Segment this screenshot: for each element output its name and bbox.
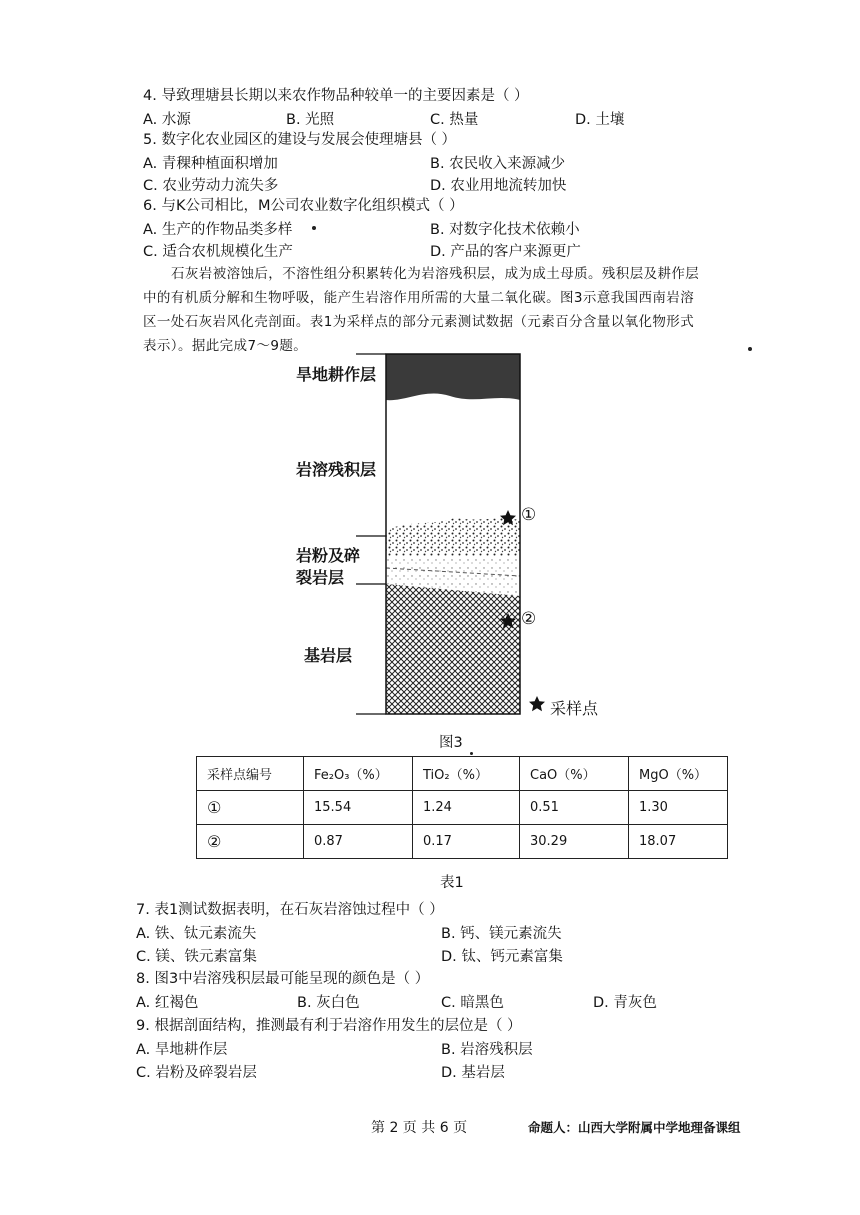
- table-cell: 0.87: [304, 825, 413, 859]
- table-header-cell: Fe₂O₃（%）: [304, 757, 413, 791]
- q6-option-c: C. 适合农机规模化生产: [143, 244, 293, 260]
- label-powder-layer-line2: 裂岩层: [296, 568, 345, 587]
- q7-option-a: A. 铁、钛元素流失: [136, 926, 257, 942]
- rock-powder-layer: [386, 518, 520, 556]
- q7-stem: 7. 表1测试数据表明，在石灰岩溶蚀过程中（ ）: [136, 902, 444, 918]
- label-residual-layer: 岩溶残积层: [296, 460, 377, 479]
- q4-option-a: A. 水源: [143, 112, 191, 128]
- table-caption: 表1: [440, 875, 464, 891]
- page-number: 第 2 页 共 6 页: [371, 1120, 468, 1136]
- q9-option-c: C. 岩粉及碎裂岩层: [136, 1065, 257, 1081]
- table-1: [196, 756, 728, 859]
- label-powder-layer-line1: 岩粉及碎: [296, 546, 361, 565]
- q4-option-d: D. 土壤: [575, 112, 625, 128]
- passage-line-2: 中的有机质分解和生物呼吸，能产生岩溶作用所需的大量二氧化碳。图3示意我国西南岩溶: [143, 290, 695, 306]
- marker-2: ②: [521, 609, 537, 629]
- table-header-cell: CaO（%）: [520, 757, 629, 791]
- q4-stem: 4. 导致理塘县长期以来农作物品种较单一的主要因素是（ ）: [143, 88, 529, 104]
- table-header-cell: MgO（%）: [629, 757, 728, 791]
- table-header-cell: TiO₂（%）: [413, 757, 520, 791]
- q6-option-b: B. 对数字化技术依赖小: [430, 222, 580, 238]
- table-cell: 0.51: [520, 791, 629, 825]
- table-cell: 0.17: [413, 825, 520, 859]
- q8-option-c: C. 暗黑色: [441, 995, 504, 1011]
- table-cell: ②: [197, 825, 304, 859]
- legend-star-icon: [529, 696, 545, 711]
- q4-option-c: C. 热量: [430, 112, 479, 128]
- dryland-layer: [386, 354, 520, 400]
- table-header-row: [197, 757, 728, 791]
- passage-line-1: 石灰岩被溶蚀后，不溶性组分积累转化为岩溶残积层，成为成土母质。残积层及耕作层: [171, 266, 700, 282]
- q9-option-a: A. 旱地耕作层: [136, 1042, 228, 1058]
- q7-option-c: C. 镁、铁元素富集: [136, 949, 257, 965]
- legend-sampling-point: 采样点: [550, 699, 599, 718]
- q5-stem: 5. 数字化农业园区的建设与发展会使理塘县（ ）: [143, 132, 457, 148]
- q8-stem: 8. 图3中岩溶残积层最可能呈现的颜色是（ ）: [136, 971, 430, 987]
- q6-stem: 6. 与K公司相比，M公司农业数字化组织模式（ ）: [143, 198, 464, 214]
- table-cell: 1.24: [413, 791, 520, 825]
- scan-dot: [470, 752, 473, 755]
- table-row: [197, 791, 728, 825]
- passage-line-4: 表示）。据此完成7～9题。: [143, 338, 308, 354]
- table-cell: 1.30: [629, 791, 728, 825]
- q5-option-b: B. 农民收入来源减少: [430, 156, 566, 172]
- q9-option-d: D. 基岩层: [441, 1065, 505, 1081]
- scan-dot: [312, 226, 316, 230]
- table-header-cell: 采样点编号: [197, 757, 304, 791]
- q8-option-d: D. 青灰色: [593, 995, 657, 1011]
- author-note: 命题人：山西大学附属中学地理备课组: [528, 1120, 741, 1135]
- q5-option-c: C. 农业劳动力流失多: [143, 178, 279, 194]
- q8-option-a: A. 红褐色: [136, 995, 199, 1011]
- q4-option-b: B. 光照: [286, 112, 335, 128]
- table-cell: 30.29: [520, 825, 629, 859]
- table-row: [197, 825, 728, 859]
- label-dryland-layer: 旱地耕作层: [296, 365, 377, 384]
- passage: [143, 262, 733, 358]
- q9-stem: 9. 根据剖面结构，推测最有利于岩溶作用发生的层位是（ ）: [136, 1018, 522, 1034]
- q7-option-b: B. 钙、镁元素流失: [441, 926, 562, 942]
- q5-option-d: D. 农业用地流转加快: [430, 178, 567, 194]
- q5-option-a: A. 青稞种植面积增加: [143, 156, 278, 172]
- q8-option-b: B. 灰白色: [297, 995, 360, 1011]
- q7-option-d: D. 钛、钙元素富集: [441, 949, 563, 965]
- q6-option-a: A. 生产的作物品类多样: [143, 222, 293, 238]
- table-cell: ①: [197, 791, 304, 825]
- table-cell: 18.07: [629, 825, 728, 859]
- table-cell: 15.54: [304, 791, 413, 825]
- q9-option-b: B. 岩溶残积层: [441, 1042, 533, 1058]
- q6-option-d: D. 产品的客户来源更广: [430, 244, 581, 260]
- passage-line-3: 区一处石灰岩风化壳剖面。表1为采样点的部分元素测试数据（元素百分含量以氧化物形式: [143, 314, 695, 330]
- marker-1: ①: [521, 505, 537, 525]
- scan-dot: [748, 347, 752, 351]
- bedrock-layer: [386, 584, 520, 714]
- label-bedrock-layer: 基岩层: [304, 646, 353, 665]
- figure-caption: 图3: [439, 735, 463, 751]
